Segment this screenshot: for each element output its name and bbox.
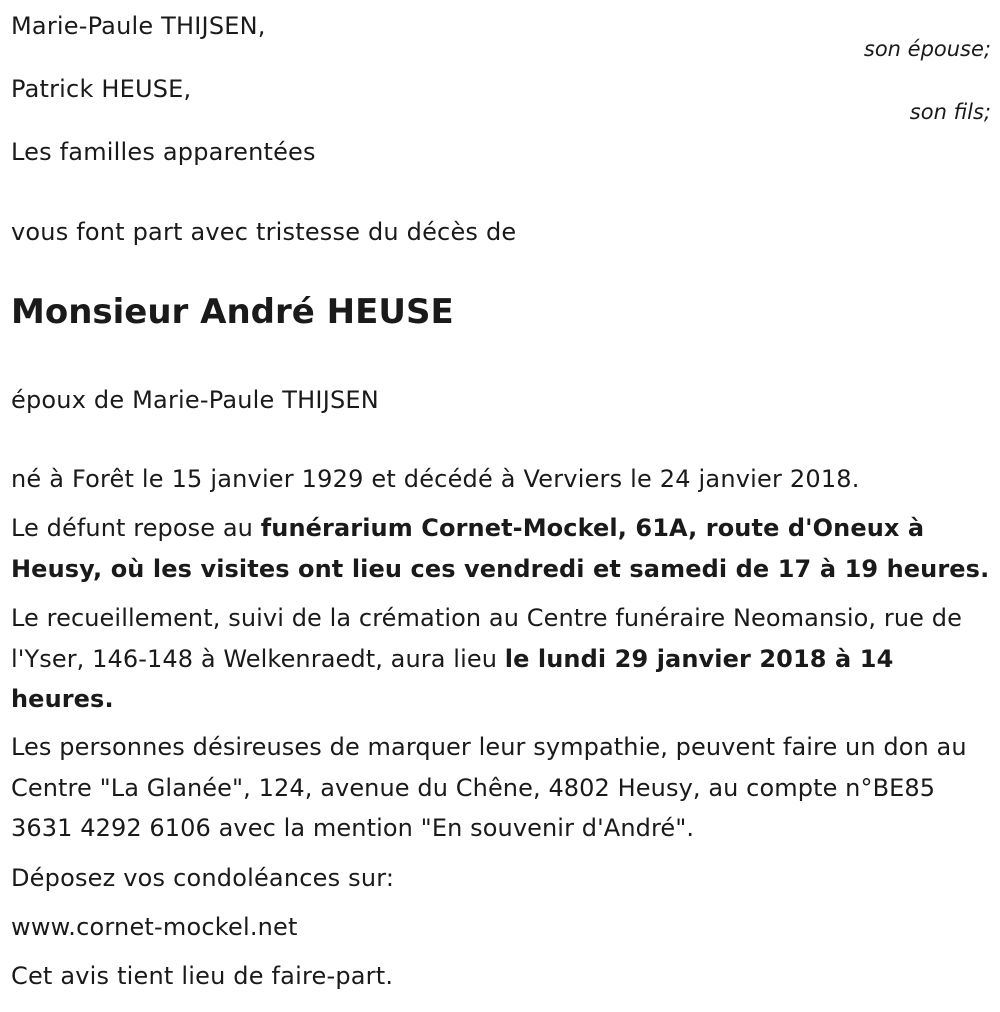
deceased-name: Monsieur André HEUSE — [11, 292, 454, 332]
family-member-spouse-name: Marie-Paule THIJSEN, — [11, 12, 266, 40]
condolences-label: Déposez vos condoléances sur: — [11, 864, 395, 892]
ceremony-prefix: Le recueillement, suivi de la crémation au Centre funéraire Neomansio, rue de l'Yser, 146-148 à Welkenraedt, aura lieu — [11, 604, 962, 673]
announcement-intro: vous font part avec tristesse du décès de — [11, 218, 517, 246]
family-member-son-name: Patrick HEUSE, — [11, 75, 192, 103]
website-link[interactable]: www.cornet-mockel.net — [11, 913, 298, 941]
repose-location: funérarium Cornet-Mockel, 61A, route d'Oneux à Heusy, où les visites ont lieu ces vendredi et samedi de 17 à 19 heures. — [11, 514, 990, 583]
ceremony-paragraph — [11, 598, 991, 720]
family-member-relatives: Les familles apparentées — [11, 138, 316, 166]
spouse-line: époux de Marie-Paule THIJSEN — [11, 386, 379, 414]
repose-paragraph — [11, 508, 991, 589]
family-member-spouse-relation: son épouse; — [863, 37, 991, 61]
family-member-son-relation: son fils; — [909, 100, 991, 124]
obituary-notice — [11, 0, 991, 1012]
donation-paragraph: Les personnes désireuses de marquer leur sympathie, peuvent faire un don au Centre "La Glanée", 124, avenue du Chêne, 4802 Heusy, au compte n°BE85 3631 4292 6106 avec la mention "En souvenir d'André". — [11, 733, 967, 842]
ceremony-date: le lundi 29 janvier 2018 à 14 heures. — [11, 644, 894, 713]
birth-death-line: né à Forêt le 15 janvier 1929 et décédé à Verviers le 24 janvier 2018. — [11, 465, 860, 493]
repose-prefix: Le défunt repose au — [11, 514, 261, 542]
closing-line: Cet avis tient lieu de faire-part. — [11, 962, 394, 990]
